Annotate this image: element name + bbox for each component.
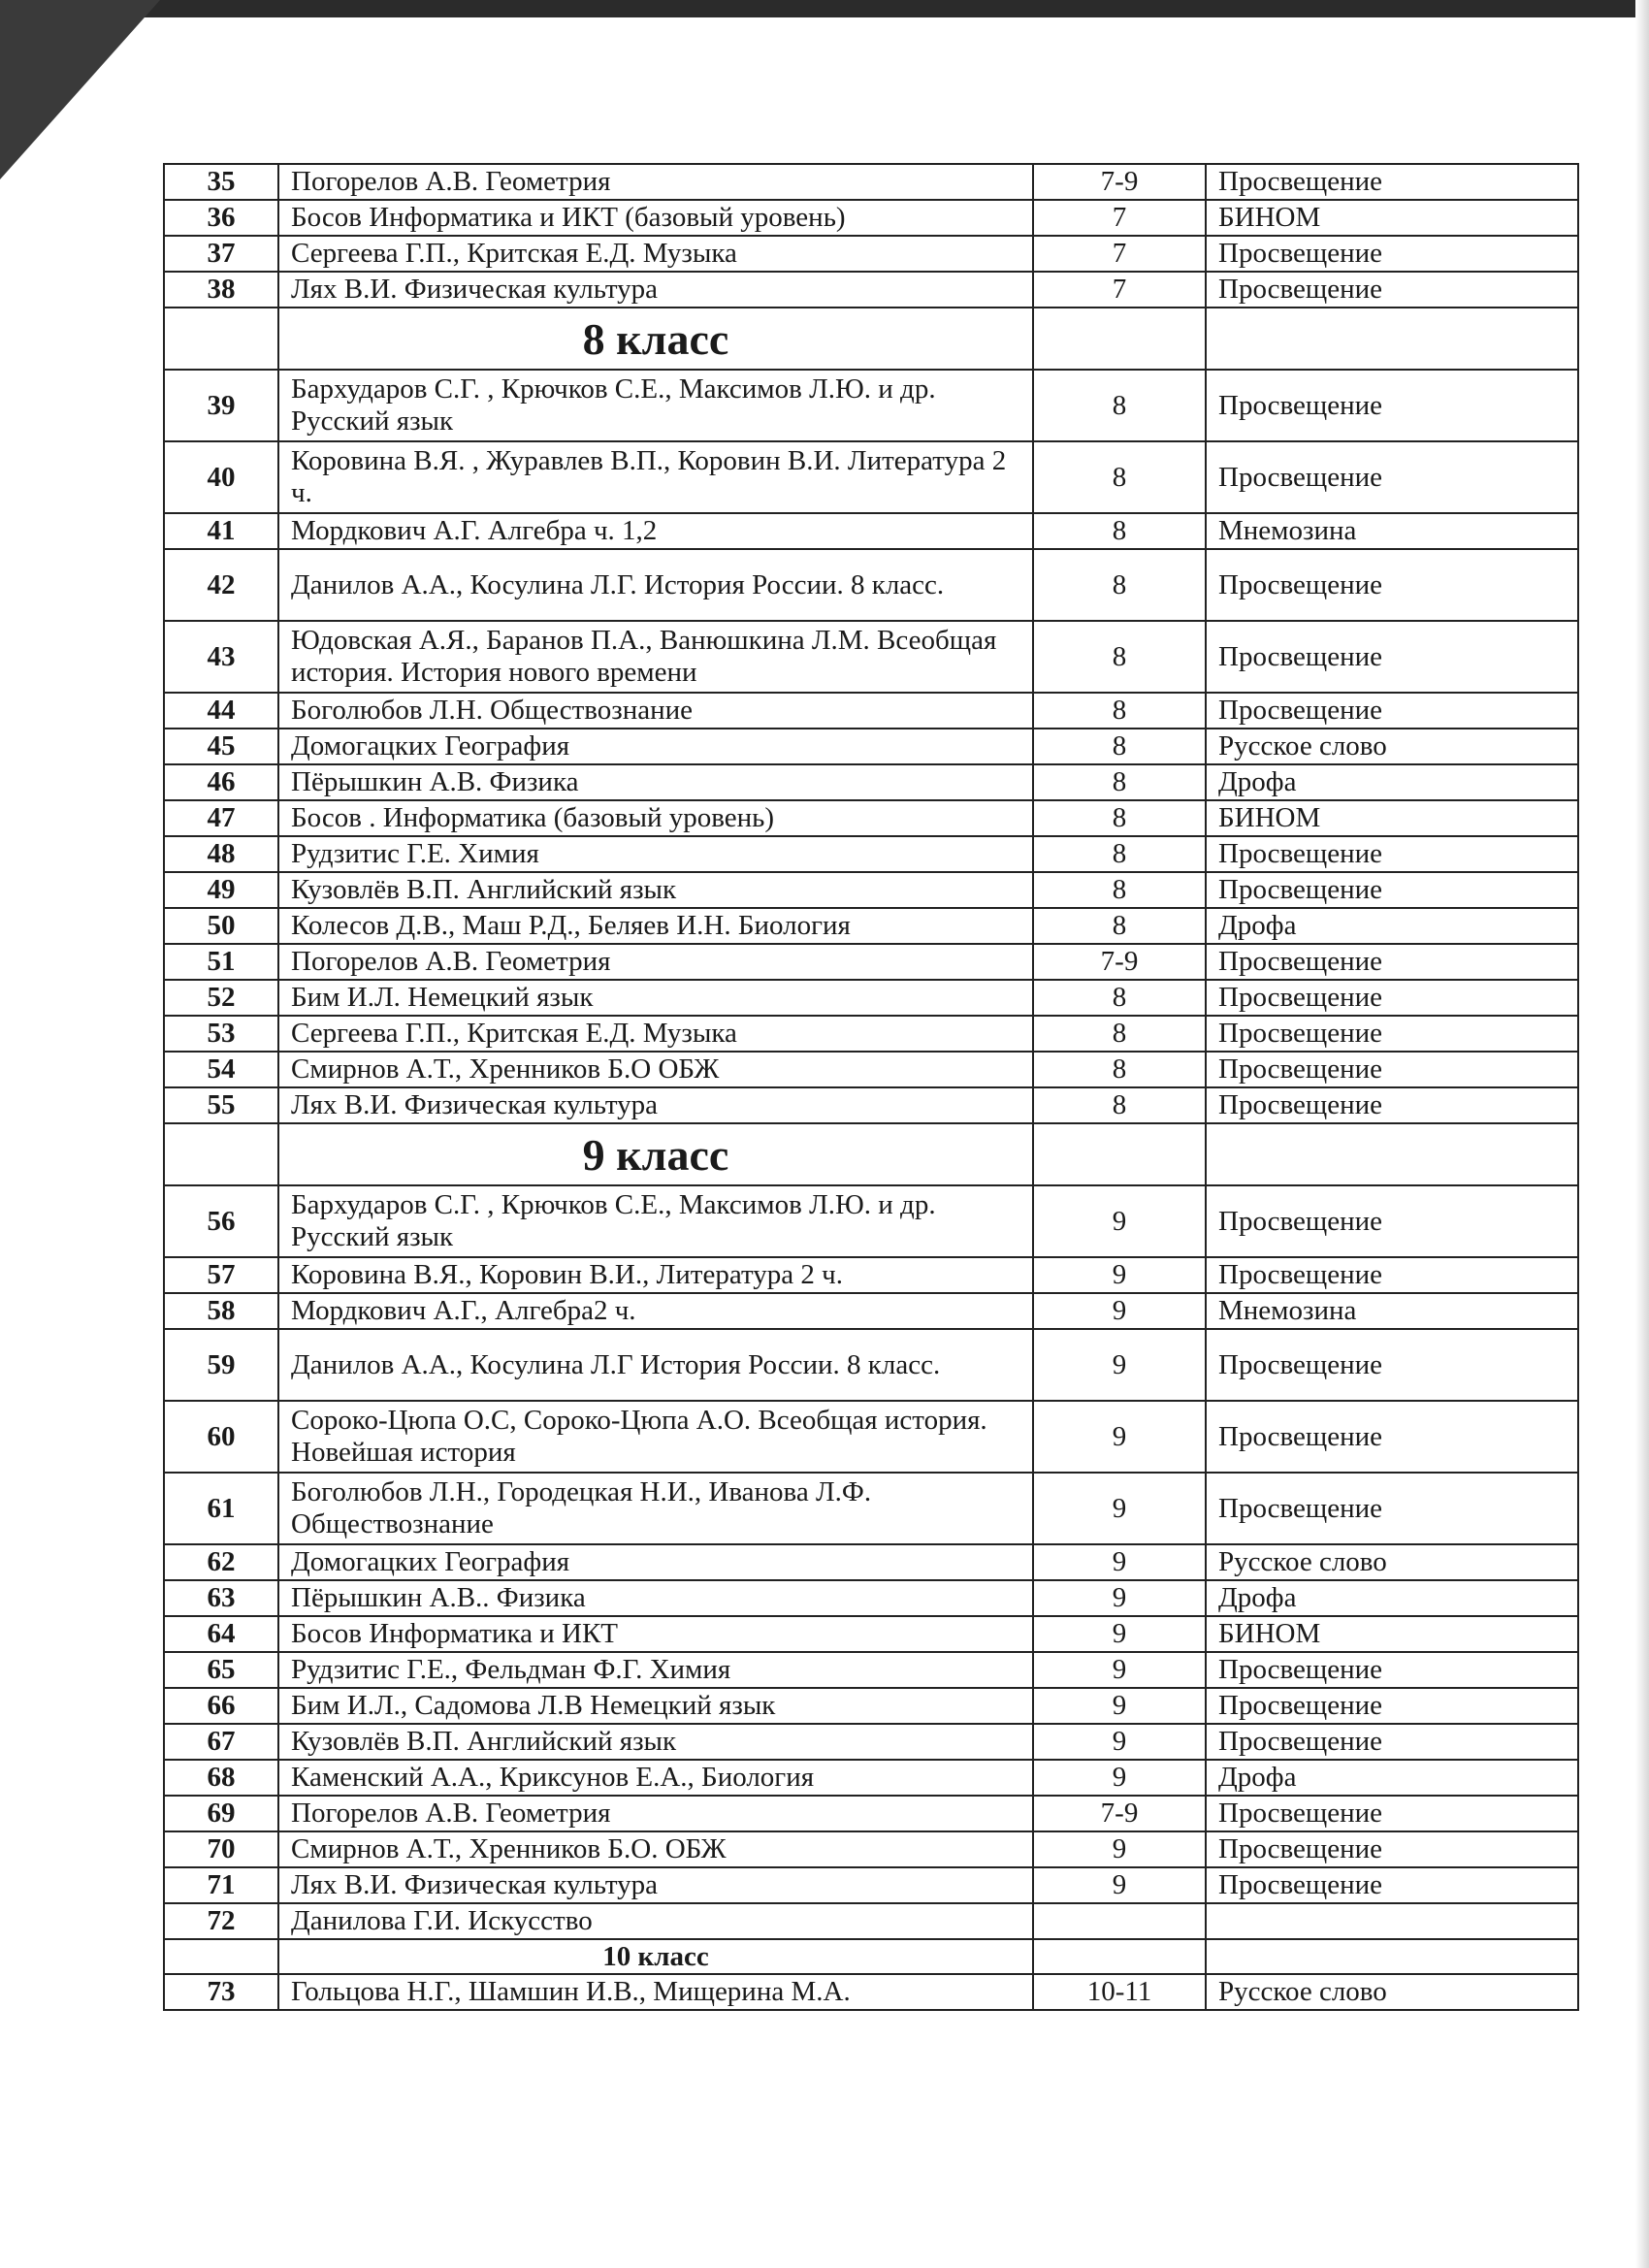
publisher-cell: Мнемозина	[1206, 513, 1578, 549]
publisher-cell: Просвещение	[1206, 944, 1578, 980]
grade-cell: 9	[1033, 1473, 1206, 1544]
table-row	[164, 944, 1578, 980]
table-row	[164, 1473, 1578, 1544]
author-title-cell: Пёрышкин А.В.. Физика	[278, 1580, 1033, 1616]
section-empty-cell	[1206, 1123, 1578, 1185]
section-title: 10 класс	[278, 1939, 1033, 1974]
grade-cell: 8	[1033, 908, 1206, 944]
author-title-cell: Данилов А.А., Косулина Л.Г История России. 8 класс.	[278, 1329, 1033, 1401]
row-number: 40	[164, 441, 278, 513]
row-number: 42	[164, 549, 278, 621]
grade-cell: 9	[1033, 1544, 1206, 1580]
grade-cell: 9	[1033, 1867, 1206, 1903]
author-title-cell: Гольцова Н.Г., Шамшин И.В., Мищерина М.А.	[278, 1974, 1033, 2010]
row-number: 70	[164, 1831, 278, 1867]
row-number: 51	[164, 944, 278, 980]
author-title-cell: Домогацких География	[278, 729, 1033, 764]
author-title-cell: Сороко-Цюпа О.С, Сороко-Цюпа А.О. Всеобщая история. Новейшая история	[278, 1401, 1033, 1473]
table-row	[164, 693, 1578, 729]
grade-cell: 9	[1033, 1760, 1206, 1796]
row-number: 49	[164, 872, 278, 908]
section-empty-cell	[1033, 1939, 1206, 1974]
row-number: 53	[164, 1016, 278, 1052]
table-row	[164, 836, 1578, 872]
publisher-cell: Просвещение	[1206, 1087, 1578, 1123]
grade-cell: 8	[1033, 872, 1206, 908]
row-number: 68	[164, 1760, 278, 1796]
grade-cell: 9	[1033, 1401, 1206, 1473]
author-title-cell: Данилов А.А., Косулина Л.Г. История России. 8 класс.	[278, 549, 1033, 621]
publisher-cell: Просвещение	[1206, 1796, 1578, 1831]
publisher-cell: Просвещение	[1206, 1016, 1578, 1052]
table-row	[164, 1401, 1578, 1473]
grade-cell: 8	[1033, 1052, 1206, 1087]
publisher-cell: Просвещение	[1206, 236, 1578, 272]
scan-right-edge	[1635, 0, 1649, 2268]
author-title-cell: Мордкович А.Г., Алгебра2 ч.	[278, 1293, 1033, 1329]
table-row	[164, 1974, 1578, 2010]
grade-cell: 9	[1033, 1652, 1206, 1688]
grade-cell: 8	[1033, 729, 1206, 764]
publisher-cell: Мнемозина	[1206, 1293, 1578, 1329]
publisher-cell: БИНОМ	[1206, 800, 1578, 836]
grade-cell: 8	[1033, 370, 1206, 441]
row-number: 65	[164, 1652, 278, 1688]
grade-cell: 9	[1033, 1616, 1206, 1652]
table-row	[164, 1867, 1578, 1903]
publisher-cell: Просвещение	[1206, 1473, 1578, 1544]
table-row	[164, 1580, 1578, 1616]
grade-cell: 9	[1033, 1185, 1206, 1257]
row-number: 43	[164, 621, 278, 693]
grade-cell: 8	[1033, 621, 1206, 693]
publisher-cell: Просвещение	[1206, 693, 1578, 729]
row-number: 60	[164, 1401, 278, 1473]
table-row	[164, 800, 1578, 836]
row-number: 61	[164, 1473, 278, 1544]
author-title-cell: Бим И.Л., Садомова Л.В Немецкий язык	[278, 1688, 1033, 1724]
section-title: 8 класс	[278, 308, 1033, 370]
grade-cell: 9	[1033, 1724, 1206, 1760]
row-number: 35	[164, 164, 278, 200]
section-header-row	[164, 308, 1578, 370]
grade-cell: 7	[1033, 272, 1206, 308]
publisher-cell: Русское слово	[1206, 1544, 1578, 1580]
author-title-cell: Лях В.И. Физическая культура	[278, 272, 1033, 308]
section-empty-cell	[1206, 308, 1578, 370]
author-title-cell: Босов Информатика и ИКТ	[278, 1616, 1033, 1652]
publisher-cell: Просвещение	[1206, 980, 1578, 1016]
author-title-cell: Смирнов А.Т., Хренников Б.О. ОБЖ	[278, 1831, 1033, 1867]
grade-cell: 7-9	[1033, 944, 1206, 980]
row-number: 41	[164, 513, 278, 549]
row-number: 45	[164, 729, 278, 764]
author-title-cell: Погорелов А.В. Геометрия	[278, 944, 1033, 980]
table-row	[164, 872, 1578, 908]
table-row	[164, 1016, 1578, 1052]
row-number: 54	[164, 1052, 278, 1087]
grade-cell: 9	[1033, 1831, 1206, 1867]
author-title-cell: Боголюбов Л.Н. Обществознание	[278, 693, 1033, 729]
publisher-cell: БИНОМ	[1206, 200, 1578, 236]
table-row	[164, 1724, 1578, 1760]
section-empty-cell	[1033, 1123, 1206, 1185]
author-title-cell: Лях В.И. Физическая культура	[278, 1087, 1033, 1123]
author-title-cell: Босов . Информатика (базовый уровень)	[278, 800, 1033, 836]
grade-cell: 9	[1033, 1293, 1206, 1329]
grade-cell: 7	[1033, 200, 1206, 236]
table-row	[164, 1688, 1578, 1724]
author-title-cell: Рудзитис Г.Е., Фельдман Ф.Г. Химия	[278, 1652, 1033, 1688]
publisher-cell: Дрофа	[1206, 1760, 1578, 1796]
table-row	[164, 764, 1578, 800]
grade-cell: 8	[1033, 549, 1206, 621]
row-number: 36	[164, 200, 278, 236]
publisher-cell	[1206, 1903, 1578, 1939]
author-title-cell: Смирнов А.Т., Хренников Б.О ОБЖ	[278, 1052, 1033, 1087]
section-header-row	[164, 1939, 1578, 1974]
grade-cell	[1033, 1903, 1206, 1939]
publisher-cell: Просвещение	[1206, 621, 1578, 693]
table-row	[164, 164, 1578, 200]
table-row	[164, 370, 1578, 441]
author-title-cell: Каменский А.А., Криксунов Е.А., Биология	[278, 1760, 1033, 1796]
section-header-row	[164, 1123, 1578, 1185]
publisher-cell: Просвещение	[1206, 441, 1578, 513]
row-number: 55	[164, 1087, 278, 1123]
author-title-cell: Сергеева Г.П., Критская Е.Д. Музыка	[278, 1016, 1033, 1052]
grade-cell: 8	[1033, 1087, 1206, 1123]
grade-cell: 10-11	[1033, 1974, 1206, 2010]
table-row	[164, 200, 1578, 236]
row-number: 67	[164, 1724, 278, 1760]
scan-folded-corner	[0, 0, 160, 179]
section-empty-cell	[164, 1939, 278, 1974]
grade-cell: 7-9	[1033, 1796, 1206, 1831]
table-row	[164, 272, 1578, 308]
table-row	[164, 1903, 1578, 1939]
row-number: 57	[164, 1257, 278, 1293]
author-title-cell: Погорелов А.В. Геометрия	[278, 164, 1033, 200]
row-number: 56	[164, 1185, 278, 1257]
section-title: 9 класс	[278, 1123, 1033, 1185]
row-number: 47	[164, 800, 278, 836]
row-number: 46	[164, 764, 278, 800]
table-row	[164, 1087, 1578, 1123]
grade-cell: 9	[1033, 1257, 1206, 1293]
row-number: 62	[164, 1544, 278, 1580]
publisher-cell: Просвещение	[1206, 370, 1578, 441]
author-title-cell: Погорелов А.В. Геометрия	[278, 1796, 1033, 1831]
author-title-cell: Бархударов С.Г. , Крючков С.Е., Максимов Л.Ю. и др. Русский язык	[278, 370, 1033, 441]
author-title-cell: Пёрышкин А.В. Физика	[278, 764, 1033, 800]
textbook-table-body	[164, 164, 1578, 2010]
grade-cell: 9	[1033, 1688, 1206, 1724]
row-number: 38	[164, 272, 278, 308]
row-number: 66	[164, 1688, 278, 1724]
table-row	[164, 729, 1578, 764]
publisher-cell: Дрофа	[1206, 1580, 1578, 1616]
publisher-cell: Просвещение	[1206, 1867, 1578, 1903]
table-row	[164, 1796, 1578, 1831]
author-title-cell: Бархударов С.Г. , Крючков С.Е., Максимов Л.Ю. и др. Русский язык	[278, 1185, 1033, 1257]
publisher-cell: Просвещение	[1206, 1401, 1578, 1473]
table-row	[164, 1185, 1578, 1257]
publisher-cell: Просвещение	[1206, 1724, 1578, 1760]
row-number: 37	[164, 236, 278, 272]
author-title-cell: Рудзитис Г.Е. Химия	[278, 836, 1033, 872]
section-empty-cell	[1206, 1939, 1578, 1974]
publisher-cell: Просвещение	[1206, 1329, 1578, 1401]
publisher-cell: Дрофа	[1206, 908, 1578, 944]
grade-cell: 7-9	[1033, 164, 1206, 200]
row-number: 52	[164, 980, 278, 1016]
grade-cell: 7	[1033, 236, 1206, 272]
grade-cell: 8	[1033, 441, 1206, 513]
row-number: 44	[164, 693, 278, 729]
author-title-cell: Домогацких География	[278, 1544, 1033, 1580]
textbook-table	[163, 163, 1579, 2011]
table-row	[164, 1257, 1578, 1293]
table-row	[164, 1329, 1578, 1401]
publisher-cell: Просвещение	[1206, 1257, 1578, 1293]
publisher-cell: Просвещение	[1206, 549, 1578, 621]
table-row	[164, 980, 1578, 1016]
table-row	[164, 1544, 1578, 1580]
grade-cell: 8	[1033, 764, 1206, 800]
publisher-cell: Просвещение	[1206, 872, 1578, 908]
author-title-cell: Коровина В.Я. , Журавлев В.П., Коровин В.И. Литература 2 ч.	[278, 441, 1033, 513]
publisher-cell: Просвещение	[1206, 1185, 1578, 1257]
publisher-cell: Русское слово	[1206, 1974, 1578, 2010]
grade-cell: 9	[1033, 1329, 1206, 1401]
grade-cell: 8	[1033, 980, 1206, 1016]
publisher-cell: Просвещение	[1206, 1831, 1578, 1867]
table-row	[164, 549, 1578, 621]
section-empty-cell	[1033, 308, 1206, 370]
grade-cell: 8	[1033, 513, 1206, 549]
author-title-cell: Бим И.Л. Немецкий язык	[278, 980, 1033, 1016]
grade-cell: 9	[1033, 1580, 1206, 1616]
publisher-cell: Просвещение	[1206, 272, 1578, 308]
table-row	[164, 1052, 1578, 1087]
table-row	[164, 1616, 1578, 1652]
publisher-cell: Русское слово	[1206, 729, 1578, 764]
row-number: 64	[164, 1616, 278, 1652]
row-number: 59	[164, 1329, 278, 1401]
table-row	[164, 441, 1578, 513]
row-number: 50	[164, 908, 278, 944]
row-number: 72	[164, 1903, 278, 1939]
grade-cell: 8	[1033, 836, 1206, 872]
publisher-cell: Просвещение	[1206, 1052, 1578, 1087]
publisher-cell: Просвещение	[1206, 164, 1578, 200]
author-title-cell: Коровина В.Я., Коровин В.И., Литература 2 ч.	[278, 1257, 1033, 1293]
table-row	[164, 1760, 1578, 1796]
author-title-cell: Кузовлёв В.П. Английский язык	[278, 1724, 1033, 1760]
author-title-cell: Сергеева Г.П., Критская Е.Д. Музыка	[278, 236, 1033, 272]
grade-cell: 8	[1033, 1016, 1206, 1052]
section-empty-cell	[164, 308, 278, 370]
row-number: 39	[164, 370, 278, 441]
author-title-cell: Данилова Г.И. Искусство	[278, 1903, 1033, 1939]
author-title-cell: Кузовлёв В.П. Английский язык	[278, 872, 1033, 908]
author-title-cell: Боголюбов Л.Н., Городецкая Н.И., Иванова Л.Ф. Обществознание	[278, 1473, 1033, 1544]
section-empty-cell	[164, 1123, 278, 1185]
row-number: 63	[164, 1580, 278, 1616]
table-row	[164, 1652, 1578, 1688]
author-title-cell: Лях В.И. Физическая культура	[278, 1867, 1033, 1903]
publisher-cell: Просвещение	[1206, 1688, 1578, 1724]
row-number: 71	[164, 1867, 278, 1903]
publisher-cell: БИНОМ	[1206, 1616, 1578, 1652]
grade-cell: 8	[1033, 693, 1206, 729]
row-number: 73	[164, 1974, 278, 2010]
table-row	[164, 621, 1578, 693]
row-number: 48	[164, 836, 278, 872]
author-title-cell: Босов Информатика и ИКТ (базовый уровень)	[278, 200, 1033, 236]
table-row	[164, 908, 1578, 944]
author-title-cell: Мордкович А.Г. Алгебра ч. 1,2	[278, 513, 1033, 549]
scan-top-edge	[0, 0, 1649, 17]
author-title-cell: Колесов Д.В., Маш Р.Д., Беляев И.Н. Биология	[278, 908, 1033, 944]
publisher-cell: Дрофа	[1206, 764, 1578, 800]
table-row	[164, 1293, 1578, 1329]
publisher-cell: Просвещение	[1206, 836, 1578, 872]
table-row	[164, 513, 1578, 549]
publisher-cell: Просвещение	[1206, 1652, 1578, 1688]
table-row	[164, 236, 1578, 272]
row-number: 58	[164, 1293, 278, 1329]
grade-cell: 8	[1033, 800, 1206, 836]
author-title-cell: Юдовская А.Я., Баранов П.А., Ванюшкина Л.М. Всеобщая история. История нового времени	[278, 621, 1033, 693]
row-number: 69	[164, 1796, 278, 1831]
table-row	[164, 1831, 1578, 1867]
